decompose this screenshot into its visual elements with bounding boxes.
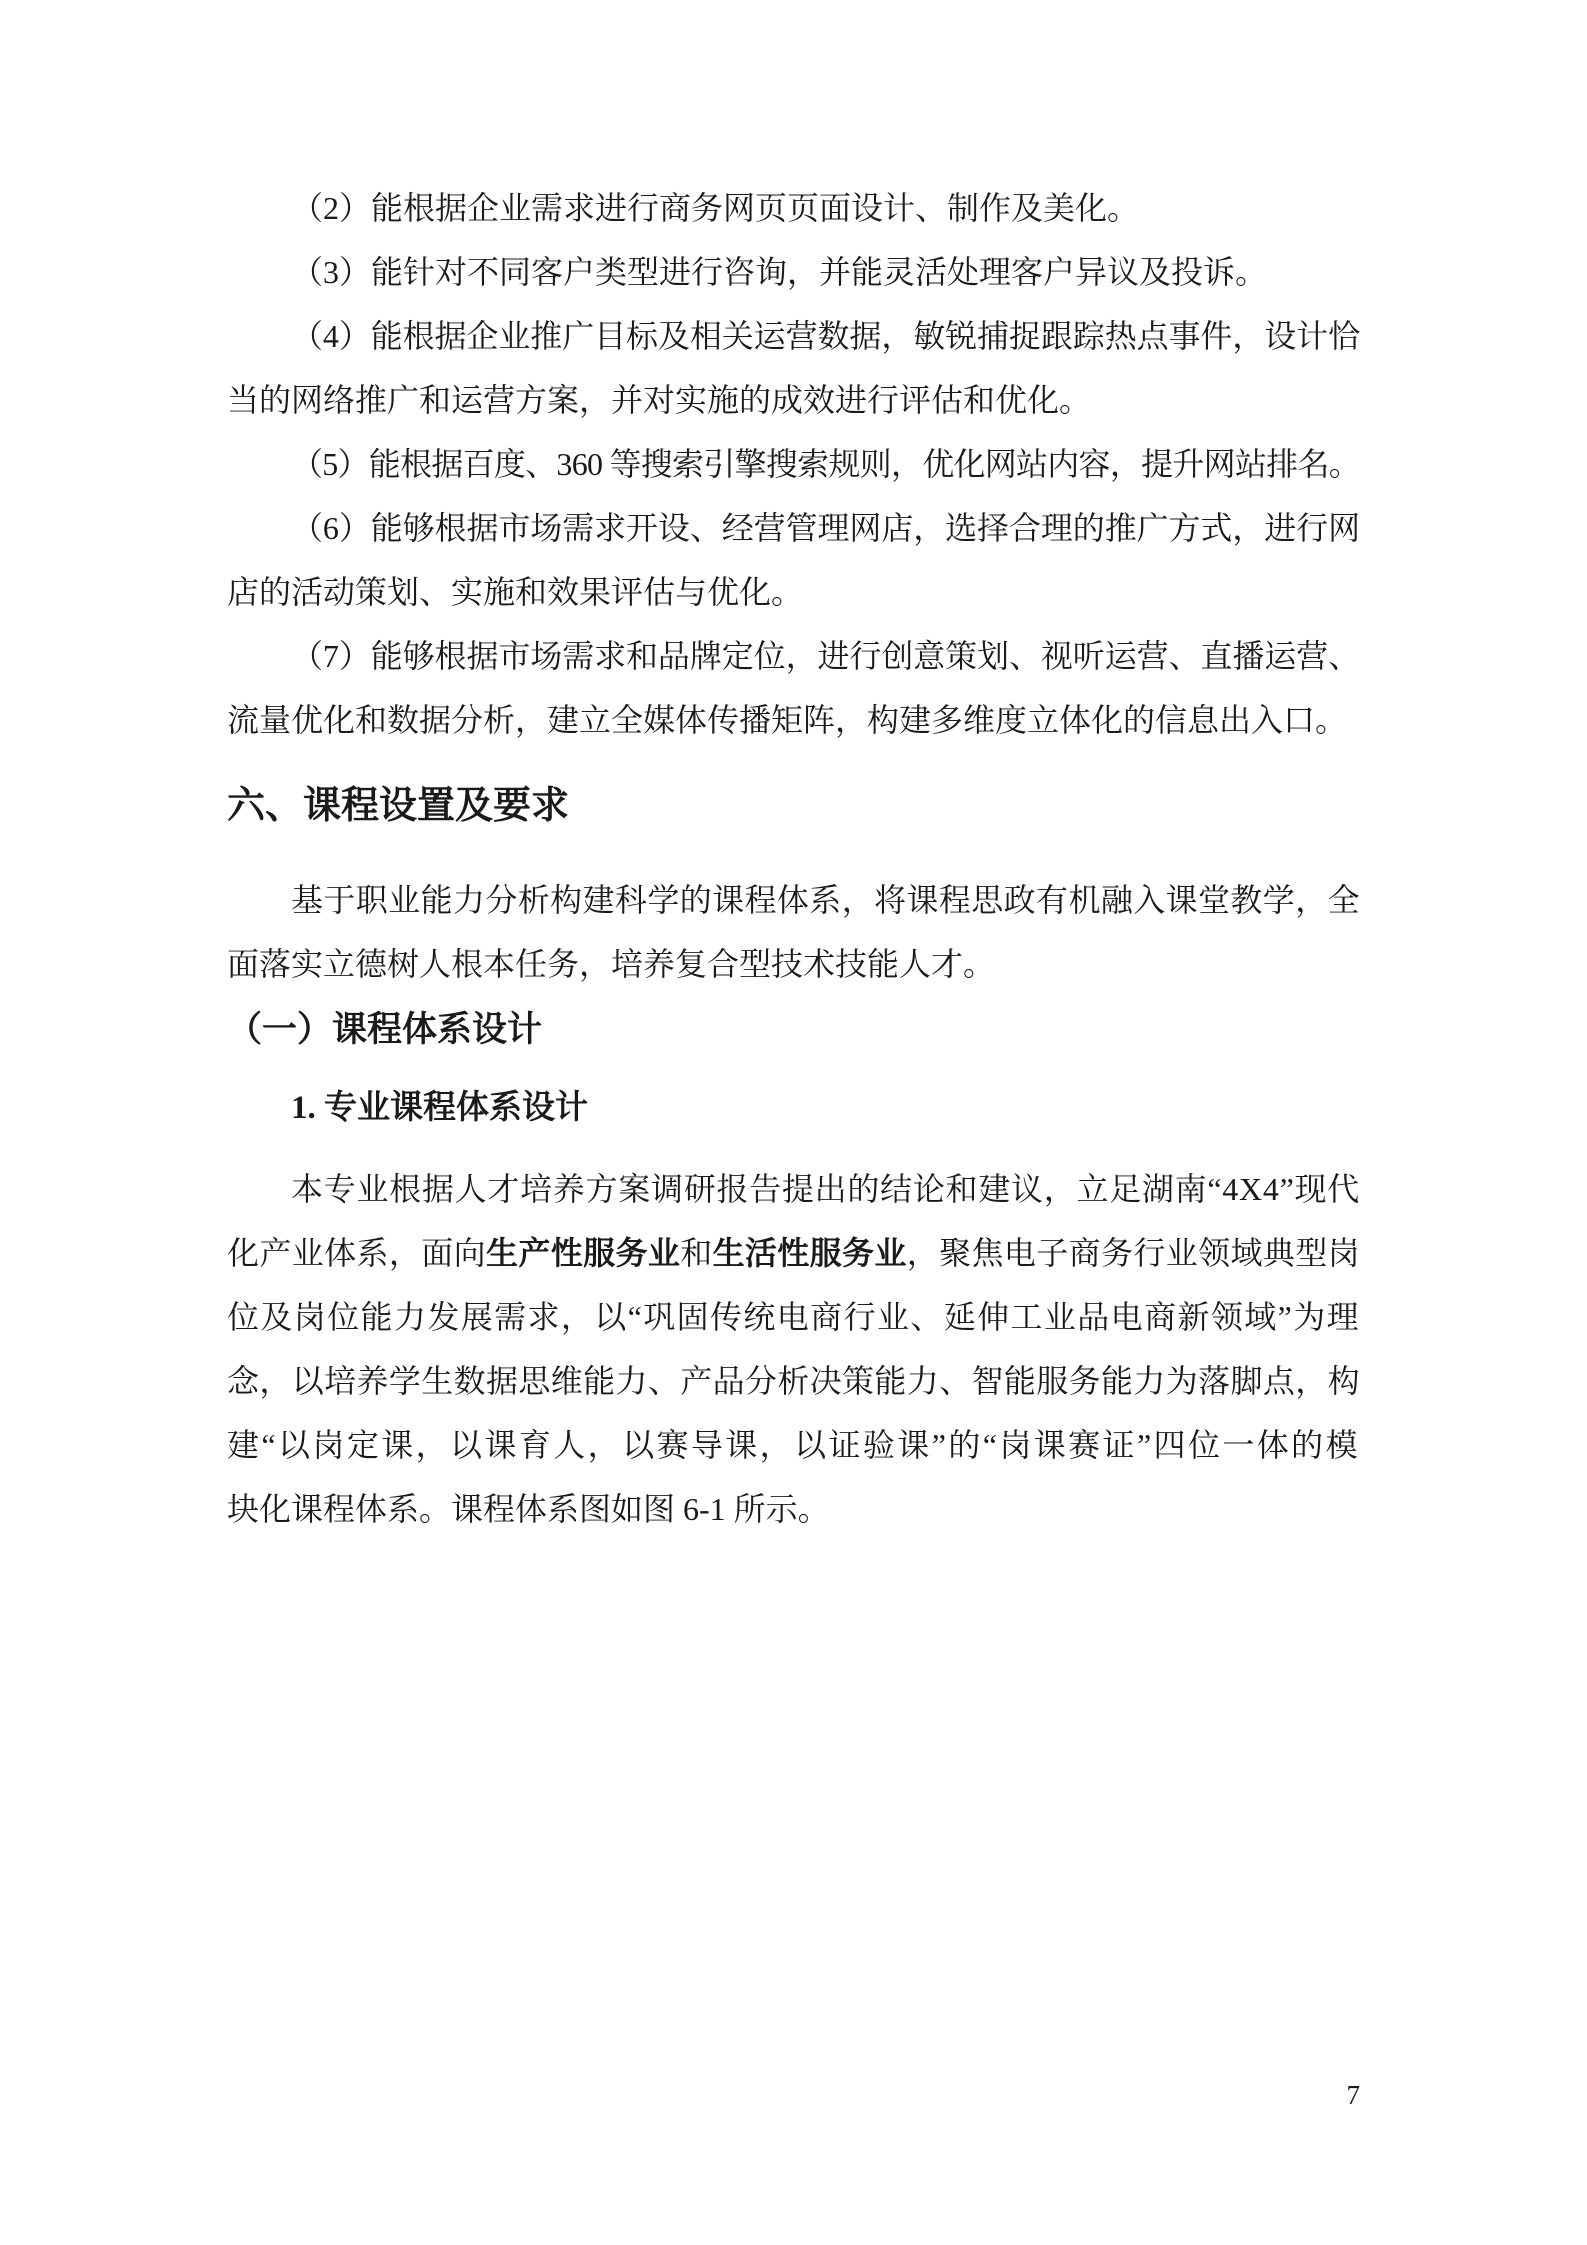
text-run: 基于职业能力分析构建科学的课程体系，将课程思政有机融入课堂教学，全 — [291, 882, 1360, 918]
text-run: 面落实立德树人根本任务，培养复合型技术技能人才。 — [227, 946, 996, 982]
text-line — [227, 560, 1360, 624]
text-run: （7）能够根据市场需求和品牌定位，进行创意策划、视听运营、直播运营、 — [291, 638, 1360, 674]
text-line — [227, 1285, 1360, 1349]
text-run: 位及岗位能力发展需求，以“巩固传统电商行业、延伸工业品电商新领域”为理 — [227, 1299, 1360, 1335]
text-run: 块化课程体系。课程体系图如图 6-1 所示。 — [227, 1491, 830, 1527]
text-run: 本专业根据人才培养方案调研报告提出的结论和建议，立足湖南“4X4”现代 — [291, 1171, 1360, 1207]
text-run: 六、课程设置及要求 — [227, 785, 570, 827]
text-line — [227, 1477, 1360, 1541]
text-run: 化产业体系，面向 — [227, 1235, 486, 1271]
point-heading-1 — [227, 1076, 1360, 1140]
subsection-heading-1 — [227, 996, 1360, 1064]
text-run: （5）能根据百度、360 等搜索引擎搜索规则，优化网站内容，提升网站排名。 — [291, 446, 1360, 482]
text-line — [227, 770, 1360, 842]
text-line — [227, 624, 1360, 688]
text-line — [227, 240, 1360, 304]
text-line — [227, 496, 1360, 560]
text-line — [227, 1076, 1360, 1140]
text-run: ，聚焦电子商务行业领域典型岗 — [906, 1235, 1360, 1271]
bold-text-run: 生活性服务业 — [712, 1235, 907, 1271]
text-line — [227, 432, 1360, 496]
text-line — [227, 868, 1360, 932]
text-run: （6）能够根据市场需求开设、经营管理网店，选择合理的推广方式，进行网 — [291, 510, 1360, 546]
text-line — [227, 1157, 1360, 1221]
text-line — [227, 1221, 1360, 1285]
text-run: 1. 专业课程体系设计 — [291, 1090, 588, 1126]
text-run: 当的网络推广和运营方案，并对实施的成效进行评估和优化。 — [227, 382, 1092, 418]
text-run: （3）能针对不同客户类型进行咨询，并能灵活处理客户异议及投诉。 — [291, 254, 1268, 290]
text-run: （2）能根据企业需求进行商务网页页面设计、制作及美化。 — [291, 190, 1140, 226]
text-line — [227, 1413, 1360, 1477]
text-run: 建“以岗定课，以课育人，以赛导课，以证验课”的“岗课赛证”四位一体的模 — [227, 1427, 1360, 1463]
text-run: （4）能根据企业推广目标及相关运营数据，敏锐捕捉跟踪热点事件，设计恰 — [291, 318, 1360, 354]
text-line — [227, 368, 1360, 432]
text-line — [227, 304, 1360, 368]
intro-paragraph — [227, 868, 1360, 996]
list-item-7 — [227, 624, 1360, 752]
text-line — [227, 688, 1360, 752]
text-run: 流量优化和数据分析，建立全媒体传播矩阵，构建多维度立体化的信息出入口。 — [227, 702, 1348, 738]
text-line — [227, 176, 1360, 240]
page-number: 7 — [1346, 2080, 1360, 2110]
main-paragraph — [227, 1157, 1360, 1541]
bold-text-run: 生产性服务业 — [485, 1235, 681, 1271]
list-item-3 — [227, 240, 1360, 304]
text-run: （一）课程体系设计 — [227, 1010, 543, 1049]
list-item-2 — [227, 176, 1360, 240]
text-run: 和 — [680, 1235, 713, 1271]
list-item-5 — [227, 432, 1360, 496]
text-run: 念，以培养学生数据思维能力、产品分析决策能力、智能服务能力为落脚点，构 — [227, 1363, 1360, 1399]
document-body — [227, 176, 1360, 1541]
list-item-4 — [227, 304, 1360, 432]
text-run: 店的活动策划、实施和效果评估与优化。 — [227, 574, 804, 610]
text-line — [227, 996, 1360, 1064]
list-item-6 — [227, 496, 1360, 624]
text-line — [227, 1349, 1360, 1413]
section-heading-6 — [227, 770, 1360, 842]
text-line — [227, 932, 1360, 996]
